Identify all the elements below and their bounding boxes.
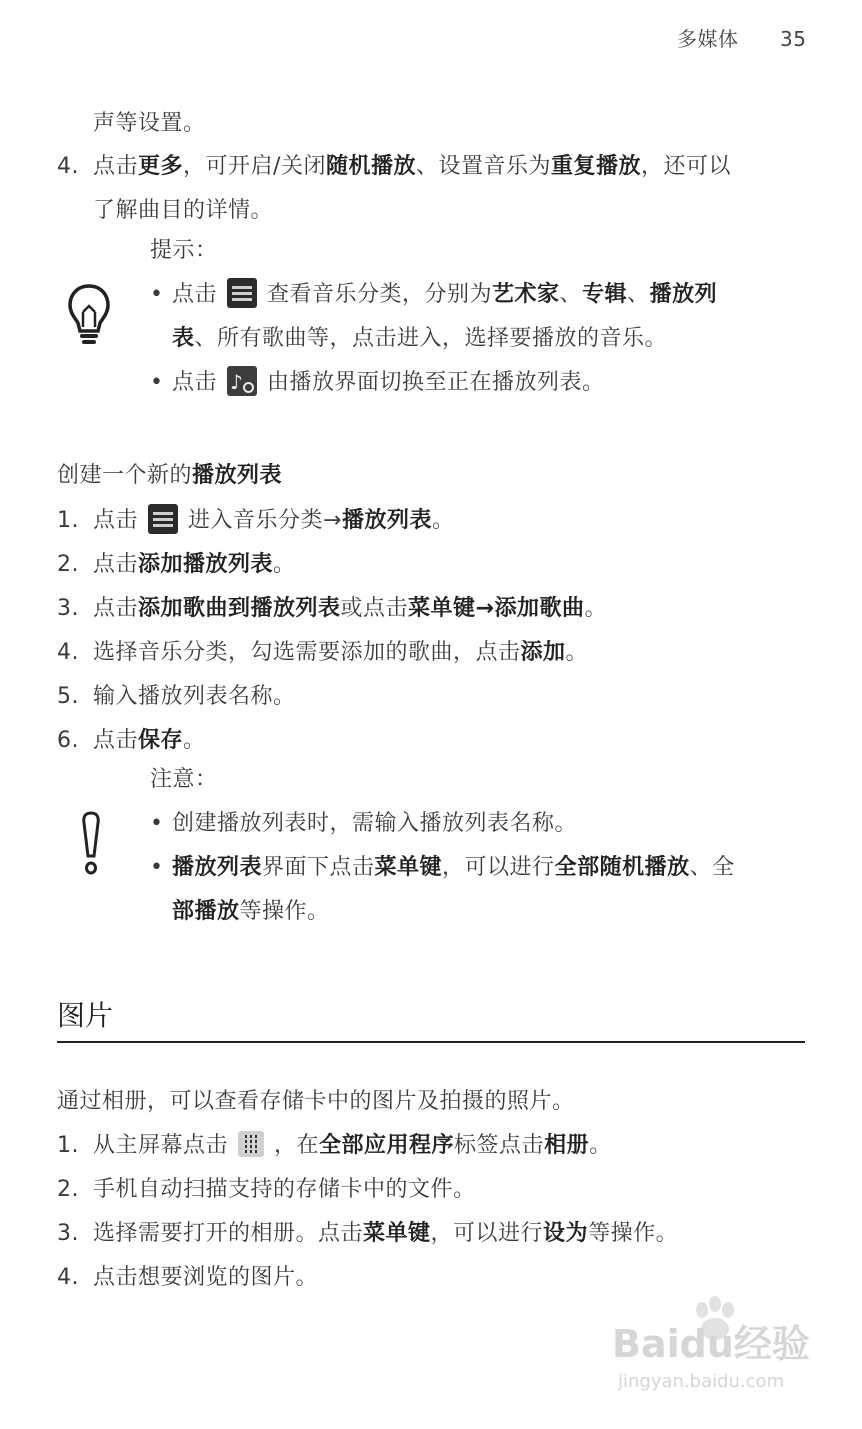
step-number: 4. (57, 154, 79, 179)
note-bullet-2-line2: 部播放等操作。 (172, 899, 330, 924)
menu-list-icon (148, 504, 178, 534)
section-rule (57, 1041, 805, 1043)
section-heading-pictures: 图片 (57, 999, 114, 1032)
create-step-3: 3. 点击添加歌曲到播放列表或点击菜单键→添加歌曲。 (57, 596, 607, 621)
pictures-step-2: 2. 手机自动扫描支持的存储卡中的文件。 (57, 1177, 476, 1202)
warning-icon (80, 810, 102, 876)
menu-list-icon (227, 278, 257, 308)
pictures-step-3: 3. 选择需要打开的相册。点击菜单键，可以进行设为等操作。 (57, 1221, 679, 1246)
pictures-step-4: 4. 点击想要浏览的图片。 (57, 1265, 319, 1290)
all-apps-grid-icon (238, 1131, 264, 1157)
note-bullet-2: • 播放列表界面下点击菜单键，可以进行全部随机播放、全 (150, 855, 735, 880)
pictures-intro: 通过相册，可以查看存储卡中的图片及拍摄的照片。 (57, 1089, 575, 1114)
lightbulb-icon (66, 282, 112, 348)
note-title: 注意： (150, 767, 218, 792)
tip-bullet-2: • 点击 ♪ 由播放界面切换至正在播放列表。 (150, 368, 605, 398)
create-step-5: 5. 输入播放列表名称。 (57, 684, 296, 709)
intro-continuation: 声等设置。 (93, 111, 206, 136)
pictures-step-1: 1. 从主屏幕点击 ，在全部应用程序标签点击相册。 (57, 1133, 612, 1158)
create-step-2: 2. 点击添加播放列表。 (57, 552, 296, 577)
page-number: 35 (780, 27, 807, 51)
more-option: 更多 (138, 154, 184, 179)
tip-bullet-1: • 点击 查看音乐分类，分别为艺术家、专辑、播放列 (150, 280, 717, 310)
watermark-url: jingyan.baidu.com (618, 1371, 785, 1392)
tip-bullet-1-line2: 表、所有歌曲等，点击进入，选择要播放的音乐。 (172, 326, 668, 351)
create-step-6: 6. 点击保存。 (57, 728, 206, 753)
intro-step-4: 4. 点击更多，可开启/关闭随机播放、设置音乐为重复播放，还可以 (57, 152, 731, 182)
repeat-option: 重复播放 (550, 154, 641, 179)
note-bullet-1: • 创建播放列表时，需输入播放列表名称。 (150, 811, 578, 836)
now-playing-icon: ♪ (227, 366, 257, 396)
tip-title: 提示： (150, 238, 218, 263)
watermark-brand: Baidu经验 (612, 1322, 810, 1366)
intro-step-4-line2: 了解曲目的详情。 (93, 198, 274, 223)
create-step-1: 1. 点击 进入音乐分类→播放列表。 (57, 506, 454, 536)
shuffle-option: 随机播放 (325, 154, 416, 179)
create-step-4: 4. 选择音乐分类，勾选需要添加的歌曲，点击添加。 (57, 640, 589, 665)
create-playlist-heading: 创建一个新的播放列表 (57, 463, 283, 488)
running-header-section: 多媒体 (677, 27, 739, 51)
